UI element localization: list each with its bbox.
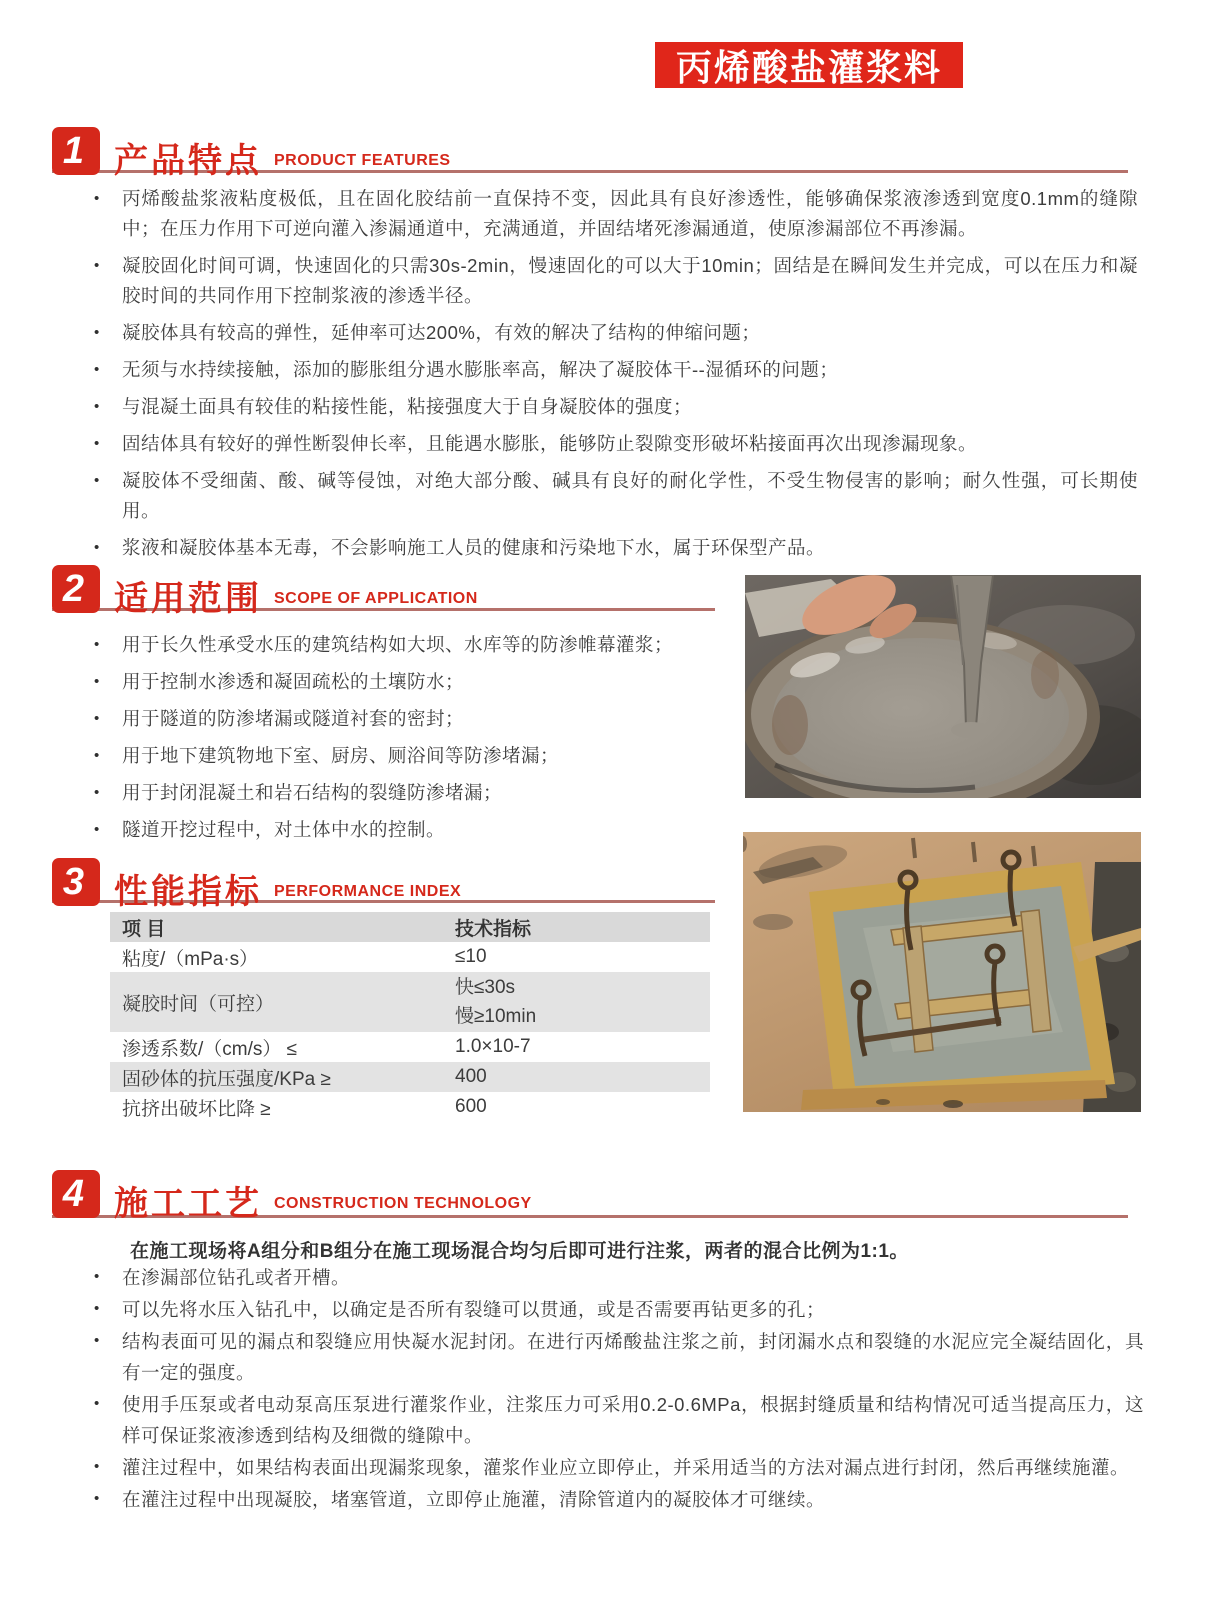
section-number-badge	[52, 1170, 100, 1218]
list-item: • 在渗漏部位钻孔或者开槽。	[94, 1262, 1144, 1293]
table-cell-item: 固砂体的抗压强度/KPa ≥	[122, 1068, 331, 1090]
bullet-dot-icon: •	[94, 636, 100, 653]
list-item: • 凝胶体不受细菌、酸、碱等侵蚀，对绝大部分酸、碱具有良好的耐化学性，不受生物侵害的影响；耐久性强，可长期使用。	[94, 466, 1138, 526]
list-item: • 在灌注过程中出现凝胶，堵塞管道，立即停止施灌，清除管道内的凝胶体才可继续。	[94, 1484, 1144, 1515]
table-cell-value	[455, 973, 710, 1031]
table-row	[110, 942, 710, 972]
section-number-badge	[52, 858, 100, 906]
table-cell-value: ≤10	[455, 946, 487, 967]
bullet-dot-icon: •	[94, 472, 100, 489]
table-cell-item: 粘度/（mPa·s）	[122, 948, 259, 970]
list-item: • 使用手压泵或者电动泵高压泵进行灌浆作业，注浆压力可采用0.2-0.6MPa，根据封缝质量和结构情况可适当提高压力，这样可保证浆液渗透到结构及细微的缝隙中。	[94, 1389, 1144, 1451]
list-item: • 用于地下建筑物地下室、厨房、厕浴间等防渗堵漏；	[94, 741, 700, 771]
bullet-dot-icon: •	[94, 710, 100, 727]
bullet-dot-icon: •	[94, 673, 100, 690]
bullet-dot-icon: •	[94, 784, 100, 801]
table-cell-value: 1.0×10-7	[455, 1036, 531, 1057]
section-number-badge	[52, 565, 100, 613]
section-title: 施工工艺	[114, 1185, 262, 1223]
list-item: • 无须与水持续接触，添加的膨胀组分遇水膨胀率高，解决了凝胶体干--湿循环的问题；	[94, 355, 1138, 385]
list-item: • 浆液和凝胶体基本无毒，不会影响施工人员的健康和污染地下水，属于环保型产品。	[94, 533, 1138, 563]
product-title: 丙烯酸盐灌浆料	[675, 46, 942, 88]
bullet-dot-icon: •	[94, 821, 100, 838]
table-cell-item: 抗挤出破坏比降 ≥	[122, 1098, 271, 1120]
list-item: • 结构表面可见的漏点和裂缝应用快凝水泥封闭。在进行丙烯酸盐注浆之前，封闭漏水点和裂缝的水泥应完全凝结固化，具有一定的强度。	[94, 1326, 1144, 1388]
list-item: • 凝胶体具有较高的弹性，延伸率可达200%，有效的解决了结构的伸缩问题；	[94, 318, 1138, 348]
bullet-dot-icon: •	[94, 1268, 100, 1285]
section-subtitle: PERFORMANCE INDEX	[274, 883, 462, 900]
section-number: 4	[62, 1172, 85, 1215]
table-cell-item: 渗透系数/（cm/s） ≤	[122, 1038, 298, 1060]
table-row	[110, 972, 710, 1032]
list-item: • 用于隧道的防渗堵漏或隧道衬套的密封；	[94, 704, 700, 734]
performance-table	[110, 912, 710, 1122]
list-item: • 用于长久性承受水压的建筑结构如大坝、水库等的防渗帷幕灌浆；	[94, 630, 700, 660]
product-title-banner	[655, 42, 963, 88]
section-number: 2	[62, 567, 85, 610]
bullet-dot-icon: •	[94, 435, 100, 452]
bullet-dot-icon: •	[94, 361, 100, 378]
section-number-badge	[52, 127, 100, 175]
table-cell-value: 600	[455, 1096, 487, 1117]
table-row	[110, 1062, 710, 1092]
bullet-dot-icon: •	[94, 1332, 100, 1349]
list-item: • 凝胶固化时间可调，快速固化的只需30s-2min，慢速固化的可以大于10min；固结是在瞬间发生并完成，可以在压力和凝胶时间的共同作用下控制浆液的渗透半径。	[94, 251, 1138, 311]
bullet-dot-icon: •	[94, 398, 100, 415]
table-header-item: 项 目	[122, 918, 166, 940]
mixing-photo	[745, 575, 1141, 798]
list-item: • 固结体具有较好的弹性断裂伸长率，且能遇水膨胀，能够防止裂隙变形破坏粘接面再次出现渗漏现象。	[94, 429, 1138, 459]
bullet-dot-icon: •	[94, 1458, 100, 1475]
table-row	[110, 1092, 710, 1122]
bullet-dot-icon: •	[94, 324, 100, 341]
bullet-dot-icon: •	[94, 1300, 100, 1317]
bullet-dot-icon: •	[94, 1395, 100, 1412]
table-header-row	[110, 912, 710, 942]
bullet-dot-icon: •	[94, 1490, 100, 1507]
table-row	[110, 1032, 710, 1062]
section-number: 3	[62, 860, 85, 903]
section-title: 适用范围	[114, 580, 262, 618]
section-subtitle: PRODUCT FEATURES	[274, 152, 451, 169]
bullet-dot-icon: •	[94, 257, 100, 274]
bullet-dot-icon: •	[94, 190, 100, 207]
mixing-photo-graphic	[745, 575, 1141, 798]
section-number: 1	[62, 129, 85, 172]
table-cell-value: 400	[455, 1066, 487, 1087]
table-header-value: 技术指标	[455, 918, 532, 940]
formwork-photo	[743, 832, 1141, 1112]
construction-step-list	[94, 1262, 1144, 1516]
section-title: 性能指标	[114, 873, 262, 911]
list-item: • 用于封闭混凝土和岩石结构的裂缝防渗堵漏；	[94, 778, 700, 808]
bullet-dot-icon: •	[94, 747, 100, 764]
section-subtitle: CONSTRUCTION TECHNOLOGY	[274, 1195, 532, 1212]
bullet-dot-icon: •	[94, 539, 100, 556]
formwork-photo-graphic	[743, 832, 1141, 1112]
list-item: • 用于控制水渗透和凝固疏松的土壤防水；	[94, 667, 700, 697]
list-item: • 灌注过程中，如果结构表面出现漏浆现象，灌浆作业应立即停止，并采用适当的方法对漏点进行封闭，然后再继续施灌。	[94, 1452, 1144, 1483]
feature-list	[94, 184, 1138, 570]
application-list	[94, 630, 700, 852]
construction-intro: 在施工现场将A组分和B组分在施工现场混合均匀后即可进行注浆，两者的混合比例为1:1。	[130, 1241, 909, 1262]
list-item: • 与混凝土面具有较佳的粘接性能，粘接强度大于自身凝胶体的强度；	[94, 392, 1138, 422]
list-item: • 隧道开挖过程中，对土体中水的控制。	[94, 815, 700, 845]
list-item: • 丙烯酸盐浆液粘度极低，且在固化胶结前一直保持不变，因此具有良好渗透性，能够确保浆液渗透到宽度0.1mm的缝隙中；在压力作用下可逆向灌入渗漏通道中，充满通道，并固结堵死渗漏通道，使原渗漏部位不再渗漏。	[94, 184, 1138, 244]
gel-time-slow: 慢≥10min	[455, 1006, 537, 1027]
section-subtitle: SCOPE OF APPLICATION	[274, 590, 478, 607]
list-item: • 可以先将水压入钻孔中，以确定是否所有裂缝可以贯通，或是否需要再钻更多的孔；	[94, 1294, 1144, 1325]
section-title: 产品特点	[114, 142, 262, 180]
gel-time-fast: 快≤30s	[455, 977, 516, 998]
table-cell-item: 凝胶时间（可控）	[122, 993, 275, 1015]
